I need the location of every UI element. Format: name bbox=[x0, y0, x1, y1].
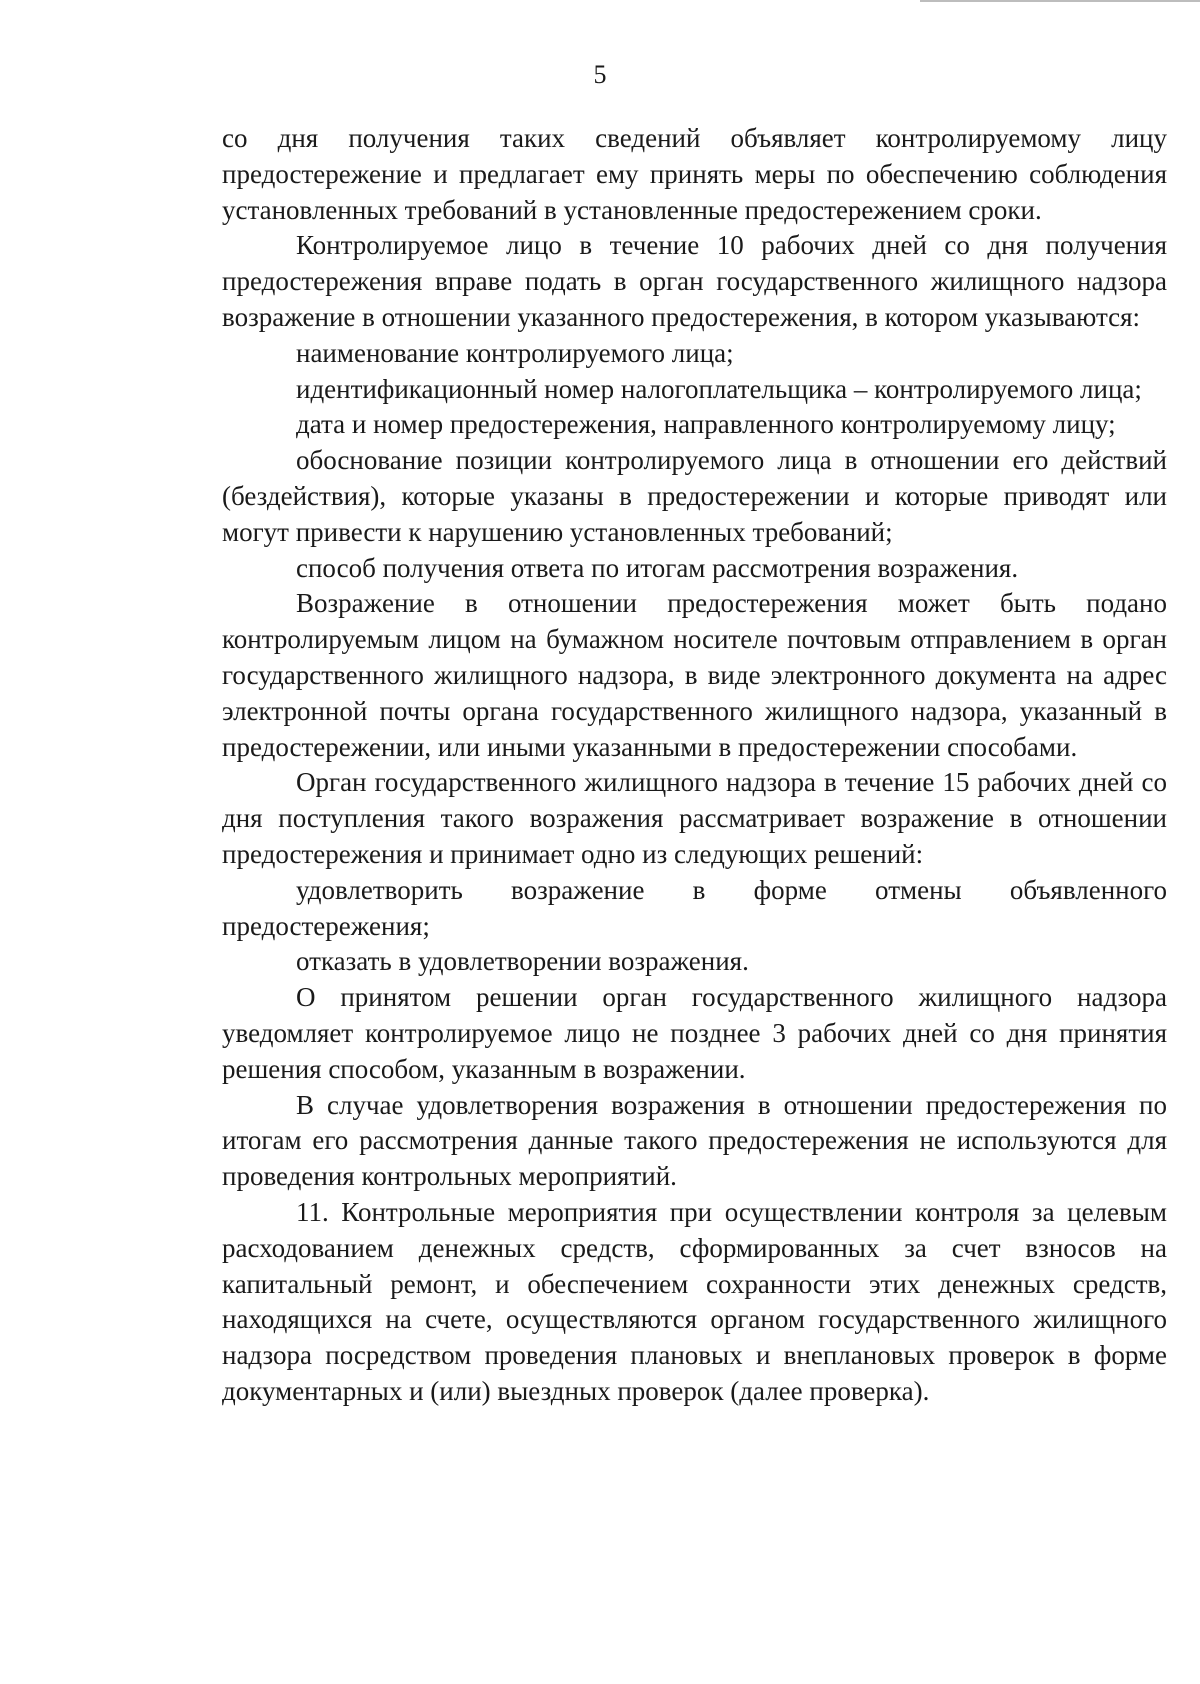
list-item-date-number: дата и номер предостережения, направленного контролируемому лицу; bbox=[296, 409, 1116, 440]
paragraph-submission: Возражение в отношении предостережения может быть подано контролируемым лицом на бумажном носителе почтовым отправлением в орган государственного жилищного надзора, в виде электронного документа на адрес электронной почты органа государственного жилищного надзора, указанный в предостережении, или иными указанными в предостережении способами. bbox=[222, 588, 1167, 762]
paragraph-review: Орган государственного жилищного надзора в течение 15 рабочих дней со дня поступления такого возражения рассматривает возражение в отношении предостережения и принимает одно из следующих решений: bbox=[222, 767, 1167, 869]
list-item-response-method: способ получения ответа по итогам рассмотрения возражения. bbox=[296, 552, 1019, 583]
paragraph-continuation: со дня получения таких сведений объявляет контролируемому лицу предостережение и предлагает ему принять меры по обеспечению соблюдения установленных требований в установленные предостережением сроки. bbox=[222, 123, 1167, 225]
paragraph-satisfaction: В случае удовлетворения возражения в отношении предостережения по итогам его рассмотрения данные такого предостережения не используются для проведения контрольных мероприятий. bbox=[222, 1089, 1167, 1192]
list-item-justification: обоснование позиции контролируемого лица в отношении его действий (бездействия), которые указаны в предостережении и которые приводят или могут привести к нарушению установленных требований; bbox=[222, 445, 1167, 547]
document-body bbox=[222, 121, 1167, 1410]
list-item-name: наименование контролируемого лица; bbox=[296, 337, 734, 368]
paragraph-notification: О принятом решении орган государственного жилищного надзора уведомляет контролируемое лицо не позднее 3 рабочих дней со дня принятия решения способом, указанным в возражении. bbox=[222, 982, 1167, 1084]
decision-item-satisfy: удовлетворить возражение в форме отмены объявленного предостережения; bbox=[222, 874, 1167, 941]
paragraph-objection-right: Контролируемое лицо в течение 10 рабочих дней со дня получения предостережения вправе подать в орган государственного жилищного надзора возражение в отношении указанного предостережения, в котором указываются: bbox=[222, 230, 1167, 332]
paragraph-section-11: 11. Контрольные мероприятия при осуществлении контроля за целевым расходованием денежных средств, сформированных за счет взносов на капитальный ремонт, и обеспечением сохранности этих денежных средств, находящихся на счете, осуществляются органом государственного жилищного надзора посредством проведения плановых и внеплановых проверок в форме документарных и (или) выездных проверок (далее проверка). bbox=[222, 1196, 1167, 1406]
list-item-inn: идентификационный номер налогоплательщика – контролируемого лица; bbox=[296, 373, 1142, 404]
scan-edge-line bbox=[920, 0, 1200, 2]
decision-item-refuse: отказать в удовлетворении возражения. bbox=[296, 946, 749, 977]
page-number: 5 bbox=[593, 60, 607, 89]
